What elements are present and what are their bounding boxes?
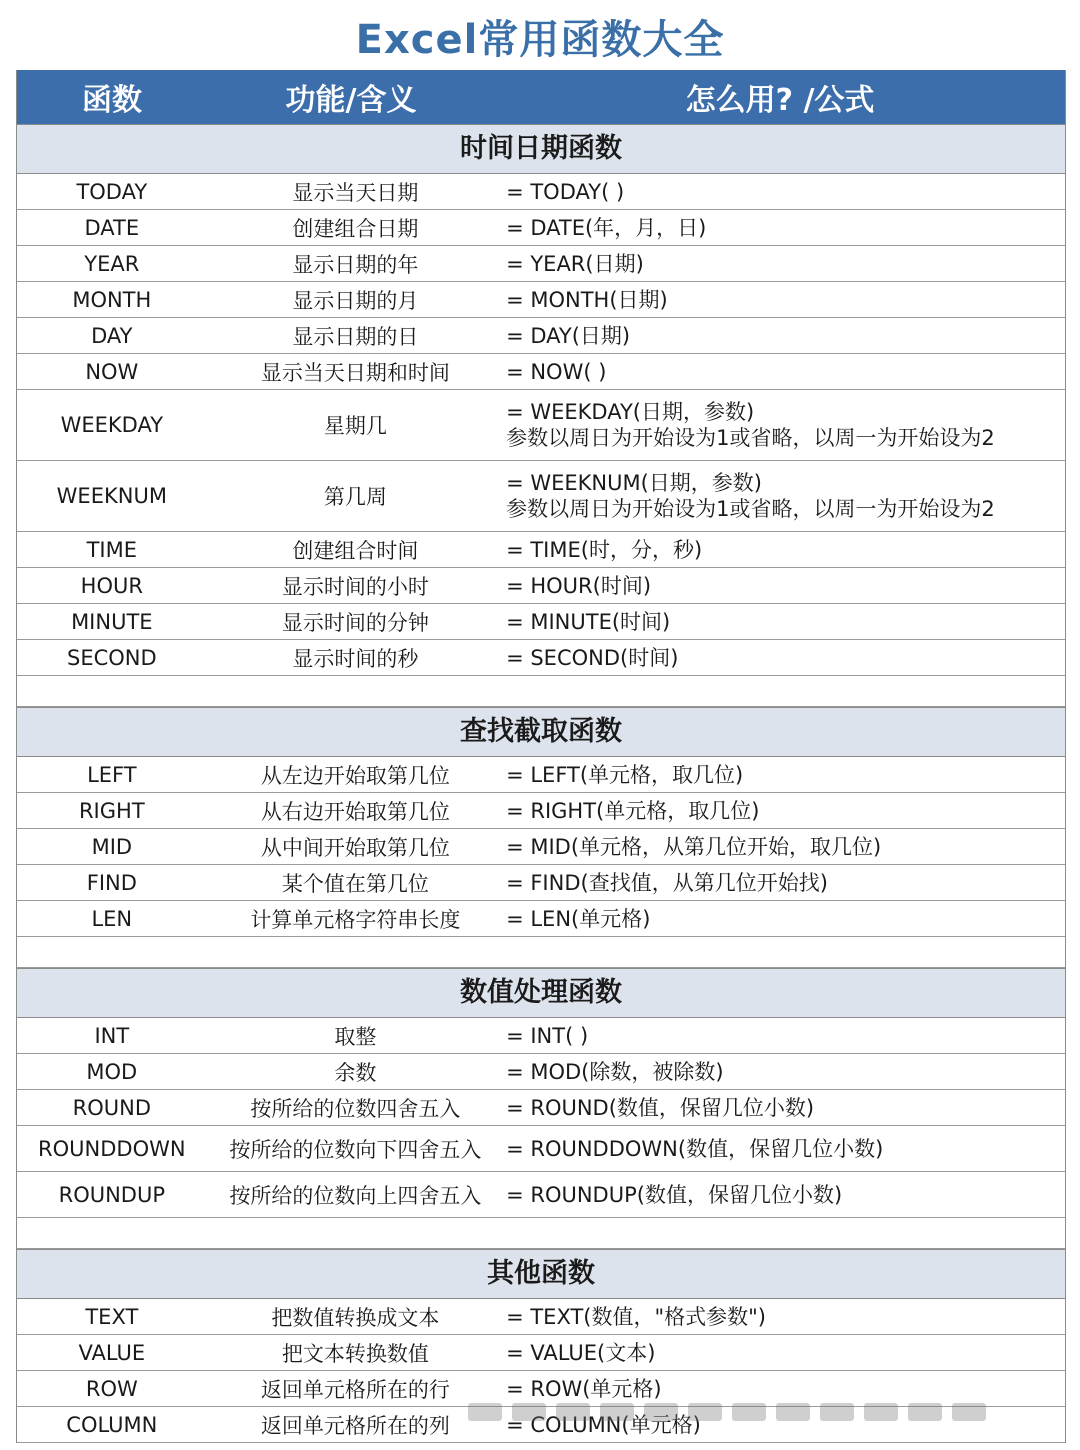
section-spacer <box>17 676 1065 707</box>
function-formula: = RIGHT(单元格，取几位) <box>506 798 760 823</box>
table-row <box>17 1299 1065 1335</box>
function-desc: 计算单元格字符串长度 <box>250 907 461 932</box>
table-row <box>17 757 1065 793</box>
function-name: DAY <box>91 323 133 348</box>
function-formula: = ROW(单元格) <box>506 1376 662 1401</box>
function-name: INT <box>94 1023 130 1048</box>
watermark-block <box>732 1403 766 1421</box>
formula-line: = WEEKDAY(日期，参数) <box>506 400 755 424</box>
function-name: NOW <box>85 359 139 384</box>
function-desc: 创建组合日期 <box>292 216 419 241</box>
watermark-block <box>688 1403 722 1421</box>
table-row <box>17 318 1065 354</box>
table-row <box>17 532 1065 568</box>
table-row <box>17 1126 1065 1172</box>
section-title: 时间日期函数 <box>17 124 1065 174</box>
watermark-block <box>556 1403 590 1421</box>
function-formula: = DAY(日期) <box>506 323 631 348</box>
function-desc: 显示日期的年 <box>292 252 419 277</box>
header-meaning: 功能/含义 <box>285 83 417 118</box>
function-desc: 显示日期的月 <box>292 288 419 313</box>
table-row <box>17 1054 1065 1090</box>
function-name: SECOND <box>66 645 157 670</box>
function-name: MOD <box>86 1059 138 1084</box>
header-formula: 怎么用? /公式 <box>685 83 875 118</box>
function-formula: = TODAY( ) <box>506 179 625 204</box>
section-title: 数值处理函数 <box>17 968 1065 1018</box>
table-row <box>17 640 1065 676</box>
function-desc: 创建组合时间 <box>292 538 419 563</box>
function-name: ROUND <box>72 1095 151 1120</box>
function-formula: = HOUR(时间) <box>506 573 652 598</box>
function-desc: 按所给的位数向下四舍五入 <box>229 1137 482 1162</box>
function-formula: = DATE(年，月，日) <box>506 215 707 240</box>
function-name: TIME <box>86 537 138 562</box>
watermark-block <box>864 1403 898 1421</box>
table-row <box>17 829 1065 865</box>
function-formula: = FIND(查找值，从第几位开始找) <box>506 870 828 895</box>
function-desc: 某个值在第几位 <box>281 871 429 896</box>
function-formula: = LEN(单元格) <box>506 906 651 931</box>
table-row <box>17 210 1065 246</box>
function-name: TEXT <box>85 1304 139 1329</box>
function-desc: 余数 <box>334 1060 377 1085</box>
table-row <box>17 354 1065 390</box>
function-formula: = VALUE(文本) <box>506 1340 656 1365</box>
function-desc: 显示当天日期 <box>292 180 419 205</box>
function-name: COLUMN <box>66 1412 158 1437</box>
function-desc: 返回单元格所在的列 <box>260 1413 450 1438</box>
function-name: MINUTE <box>71 609 153 634</box>
table-row <box>17 1335 1065 1371</box>
function-desc: 显示日期的日 <box>292 324 419 349</box>
table-row <box>17 568 1065 604</box>
table-row <box>17 246 1065 282</box>
section-spacer <box>17 937 1065 968</box>
table-row <box>17 793 1065 829</box>
watermark-block <box>468 1403 502 1421</box>
function-name: DATE <box>84 215 140 240</box>
function-formula: = MINUTE(时间) <box>506 609 671 634</box>
function-formula: = ROUNDDOWN(数值，保留几位小数) <box>506 1136 884 1161</box>
formula-line: = WEEKNUM(日期，参数) <box>506 471 763 495</box>
function-name: MID <box>91 834 133 859</box>
function-name: FIND <box>86 870 137 895</box>
header-function: 函数 <box>82 83 142 118</box>
function-formula: = ROUND(数值，保留几位小数) <box>506 1095 815 1120</box>
function-name: RIGHT <box>78 798 145 823</box>
function-desc: 从中间开始取第几位 <box>260 835 450 860</box>
watermark-block <box>952 1403 986 1421</box>
function-name: TODAY <box>76 179 148 204</box>
function-formula: = MID(单元格，从第几位开始，取几位) <box>506 834 882 859</box>
function-formula <box>504 470 1065 522</box>
watermark-block <box>600 1403 634 1421</box>
table-row <box>17 865 1065 901</box>
function-desc: 显示当天日期和时间 <box>260 360 450 385</box>
function-formula: = MOD(除数，被除数) <box>506 1059 724 1084</box>
watermark-block <box>908 1403 942 1421</box>
function-desc: 显示时间的小时 <box>281 574 429 599</box>
function-name: WEEKDAY <box>60 413 164 437</box>
function-formula: = ROUNDUP(数值，保留几位小数) <box>506 1182 843 1207</box>
function-formula: = MONTH(日期) <box>506 287 668 312</box>
formula-note: 参数以周日为开始设为1或省略，以周一为开始设为2 <box>506 426 995 450</box>
watermark-block <box>820 1403 854 1421</box>
formula-note: 参数以周日为开始设为1或省略，以周一为开始设为2 <box>506 497 995 521</box>
function-name: LEFT <box>87 762 137 787</box>
table-row <box>17 604 1065 640</box>
section-title: 查找截取函数 <box>17 707 1065 757</box>
watermark-block <box>776 1403 810 1421</box>
function-desc: 把文本转换数值 <box>281 1341 429 1366</box>
function-desc: 取整 <box>334 1024 377 1049</box>
table-row <box>17 390 1065 461</box>
function-name: MONTH <box>72 287 152 312</box>
function-formula: = NOW( ) <box>506 359 607 384</box>
function-name: LEN <box>91 906 133 931</box>
function-desc: 显示时间的秒 <box>292 646 419 671</box>
function-desc: 从左边开始取第几位 <box>260 763 450 788</box>
table-row <box>17 1090 1065 1126</box>
function-formula: = COLUMN(单元格) <box>506 1412 701 1437</box>
table-header <box>17 70 1065 124</box>
table-row <box>17 174 1065 210</box>
watermark-block <box>644 1403 678 1421</box>
function-formula: = SECOND(时间) <box>506 645 679 670</box>
watermark-block <box>512 1403 546 1421</box>
function-desc: 按所给的位数向上四舍五入 <box>229 1183 482 1208</box>
function-desc: 第几周 <box>323 485 387 509</box>
function-desc: 星期几 <box>323 414 387 438</box>
function-name: YEAR <box>84 251 140 276</box>
function-desc: 按所给的位数四舍五入 <box>250 1096 461 1121</box>
watermark <box>468 1398 1068 1426</box>
section-title: 其他函数 <box>17 1249 1065 1299</box>
function-desc: 显示时间的分钟 <box>281 610 429 635</box>
function-formula: = INT( ) <box>506 1023 589 1048</box>
function-desc: 从右边开始取第几位 <box>260 799 450 824</box>
section-spacer <box>17 1218 1065 1249</box>
function-formula: = TEXT(数值，"格式参数") <box>506 1304 766 1329</box>
function-name: ROW <box>85 1376 138 1401</box>
page-title: Excel常用函数大全 <box>355 17 725 63</box>
function-formula: = YEAR(日期) <box>506 251 644 276</box>
function-desc: 返回单元格所在的行 <box>260 1377 450 1402</box>
table-row <box>17 1172 1065 1218</box>
function-name: HOUR <box>80 573 143 598</box>
table-row <box>17 461 1065 532</box>
table-row <box>17 1018 1065 1054</box>
function-formula <box>504 399 1065 451</box>
table-row <box>17 901 1065 937</box>
functions-table <box>16 70 1066 1443</box>
function-desc: 把数值转换成文本 <box>271 1305 440 1330</box>
function-name: ROUNDDOWN <box>38 1136 186 1161</box>
function-name: VALUE <box>78 1340 146 1365</box>
table-row <box>17 282 1065 318</box>
function-formula: = TIME(时，分，秒) <box>506 537 703 562</box>
function-formula: = LEFT(单元格，取几位) <box>506 762 744 787</box>
function-name: ROUNDUP <box>58 1182 166 1207</box>
function-name: WEEKNUM <box>56 484 167 508</box>
